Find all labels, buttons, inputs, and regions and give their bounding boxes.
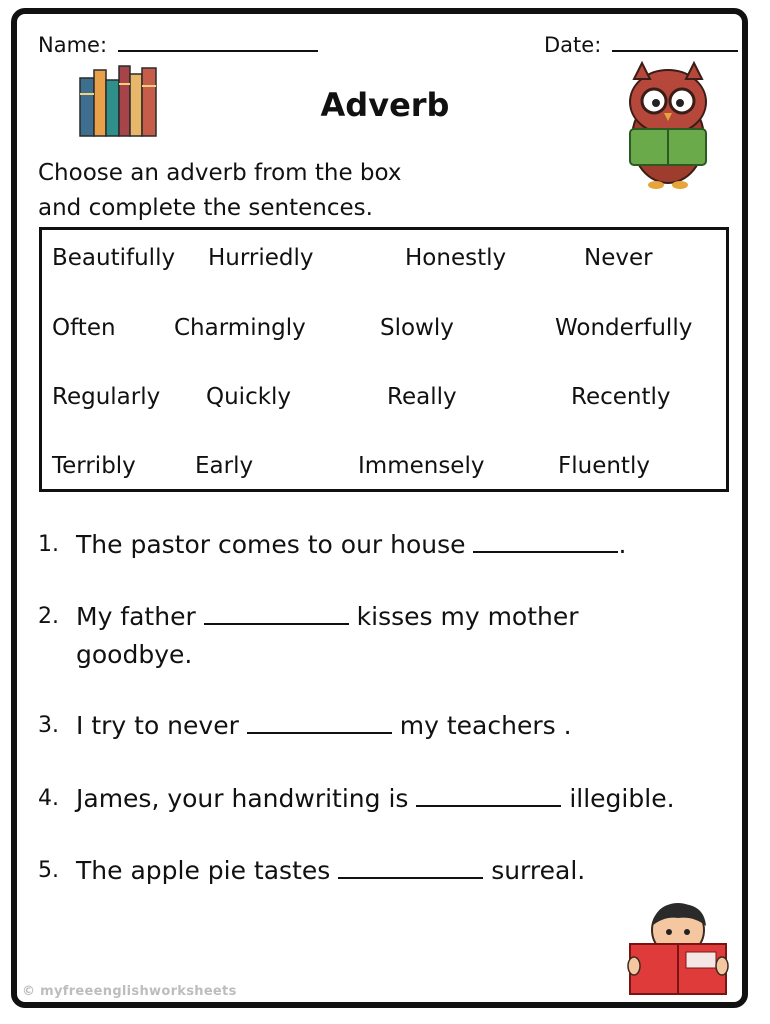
answer-blank-3[interactable] [247, 710, 392, 734]
word-bank-item: Wonderfully [555, 315, 693, 341]
question-1: 1. The pastor comes to our house . [38, 530, 627, 559]
question-4: 4. James, your handwriting is illegible. [38, 784, 675, 813]
word-bank-item: Beautifully [52, 245, 176, 271]
word-bank-item: Recently [571, 384, 671, 410]
word-bank-item: Hurriedly [208, 245, 314, 271]
answer-blank-2[interactable] [204, 601, 349, 625]
name-line[interactable] [118, 50, 318, 52]
word-bank-item: Really [387, 384, 457, 410]
word-bank-item: Charmingly [174, 315, 306, 341]
question-2: 2. My father kisses my mother goodbye. [38, 602, 579, 669]
word-bank-item: Early [195, 453, 254, 479]
word-bank-item: Slowly [380, 315, 454, 341]
name-field[interactable]: Name: [38, 33, 318, 57]
answer-blank-5[interactable] [338, 855, 483, 879]
owl-reading-icon [618, 57, 718, 197]
answer-blank-4[interactable] [416, 783, 561, 807]
date-line[interactable] [612, 50, 738, 52]
answer-blank-1[interactable] [473, 529, 618, 553]
watermark: © myfreeenglishworksheets [22, 984, 237, 999]
word-bank-item: Regularly [52, 384, 161, 410]
word-bank-item: Fluently [558, 453, 650, 479]
child-reading-icon [626, 896, 730, 998]
question-5: 5. The apple pie tastes surreal. [38, 856, 586, 885]
word-bank-item: Quickly [206, 384, 292, 410]
date-field[interactable]: Date: [544, 33, 738, 57]
page-title: Adverb [320, 86, 450, 124]
word-bank-item: Immensely [358, 453, 485, 479]
word-bank-item: Often [52, 315, 116, 341]
question-3: 3. I try to never my teachers . [38, 711, 572, 740]
word-bank-item: Never [584, 245, 653, 271]
word-bank-item: Honestly [405, 245, 507, 271]
instructions: Choose an adverb from the box and complete the sentences. [38, 160, 402, 221]
word-bank-item: Terribly [52, 453, 136, 479]
